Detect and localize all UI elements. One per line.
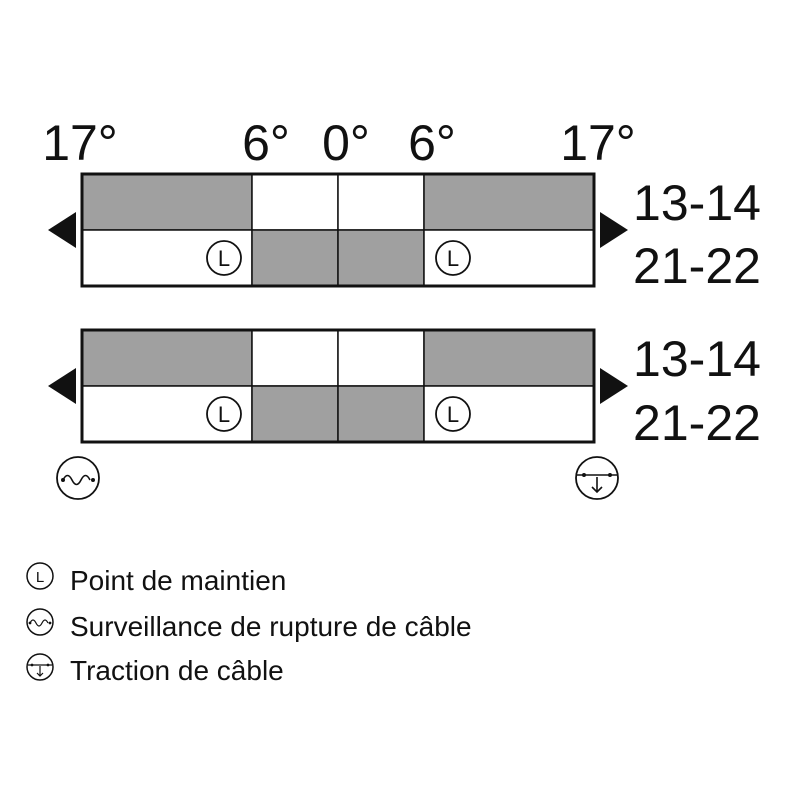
switch2-top-cell-4	[424, 330, 594, 386]
angle-left-outer: 17°	[42, 115, 118, 171]
switch1-bottom-cell-2	[252, 230, 338, 286]
hold-point-icon	[436, 397, 470, 431]
cable-break-monitoring-icon	[27, 609, 53, 635]
legend-hold-letter: L	[35, 569, 45, 586]
switch2-bottom-cell-2	[252, 386, 338, 442]
switch1-top-cell-4	[424, 174, 594, 230]
switch2-contact-top: 13-14	[633, 331, 761, 387]
switch2-top-cell-2	[252, 330, 338, 386]
angle-right-outer: 17°	[560, 115, 636, 171]
cable-break-monitoring-icon	[57, 457, 99, 499]
hold-point-letter: L	[446, 246, 460, 271]
switch2-top-cell-1	[82, 330, 252, 386]
hold-point-icon	[207, 397, 241, 431]
legend-label: Surveillance de rupture de câble	[70, 611, 472, 642]
switch1-top-cell-1	[82, 174, 252, 230]
cable-pull-icon	[27, 654, 53, 680]
angle-left-inner: 6°	[242, 115, 290, 171]
switch1-bottom-cell-3	[338, 230, 424, 286]
hold-point-icon	[207, 241, 241, 275]
arrow-left-icon	[48, 212, 76, 248]
legend-label: Traction de câble	[70, 655, 284, 686]
switch1-top-cell-3	[338, 174, 424, 230]
arrow-right-icon	[600, 368, 628, 404]
switch2-top-cell-3	[338, 330, 424, 386]
legend	[27, 563, 472, 686]
switch-diagram-1	[48, 174, 761, 294]
hold-point-letter: L	[446, 402, 460, 427]
hold-point-letter: L	[217, 402, 231, 427]
cable-pull-icon	[576, 457, 618, 499]
legend-item-cable-pull	[27, 654, 284, 686]
switch1-top-cell-2	[252, 174, 338, 230]
legend-item-cable-break	[27, 609, 472, 642]
angle-center: 0°	[322, 115, 370, 171]
switch1-contact-top: 13-14	[633, 175, 761, 231]
angle-right-inner: 6°	[408, 115, 456, 171]
legend-label: Point de maintien	[70, 565, 287, 596]
arrow-right-icon	[600, 212, 628, 248]
switch-diagram-2	[48, 330, 761, 451]
legend-item-hold-point	[27, 563, 286, 596]
hold-point-letter: L	[217, 246, 231, 271]
hold-point-icon	[436, 241, 470, 275]
switch1-contact-bottom: 21-22	[633, 238, 761, 294]
hold-point-icon	[27, 563, 53, 589]
arrow-left-icon	[48, 368, 76, 404]
switch2-bottom-cell-3	[338, 386, 424, 442]
switch2-contact-bottom: 21-22	[633, 395, 761, 451]
